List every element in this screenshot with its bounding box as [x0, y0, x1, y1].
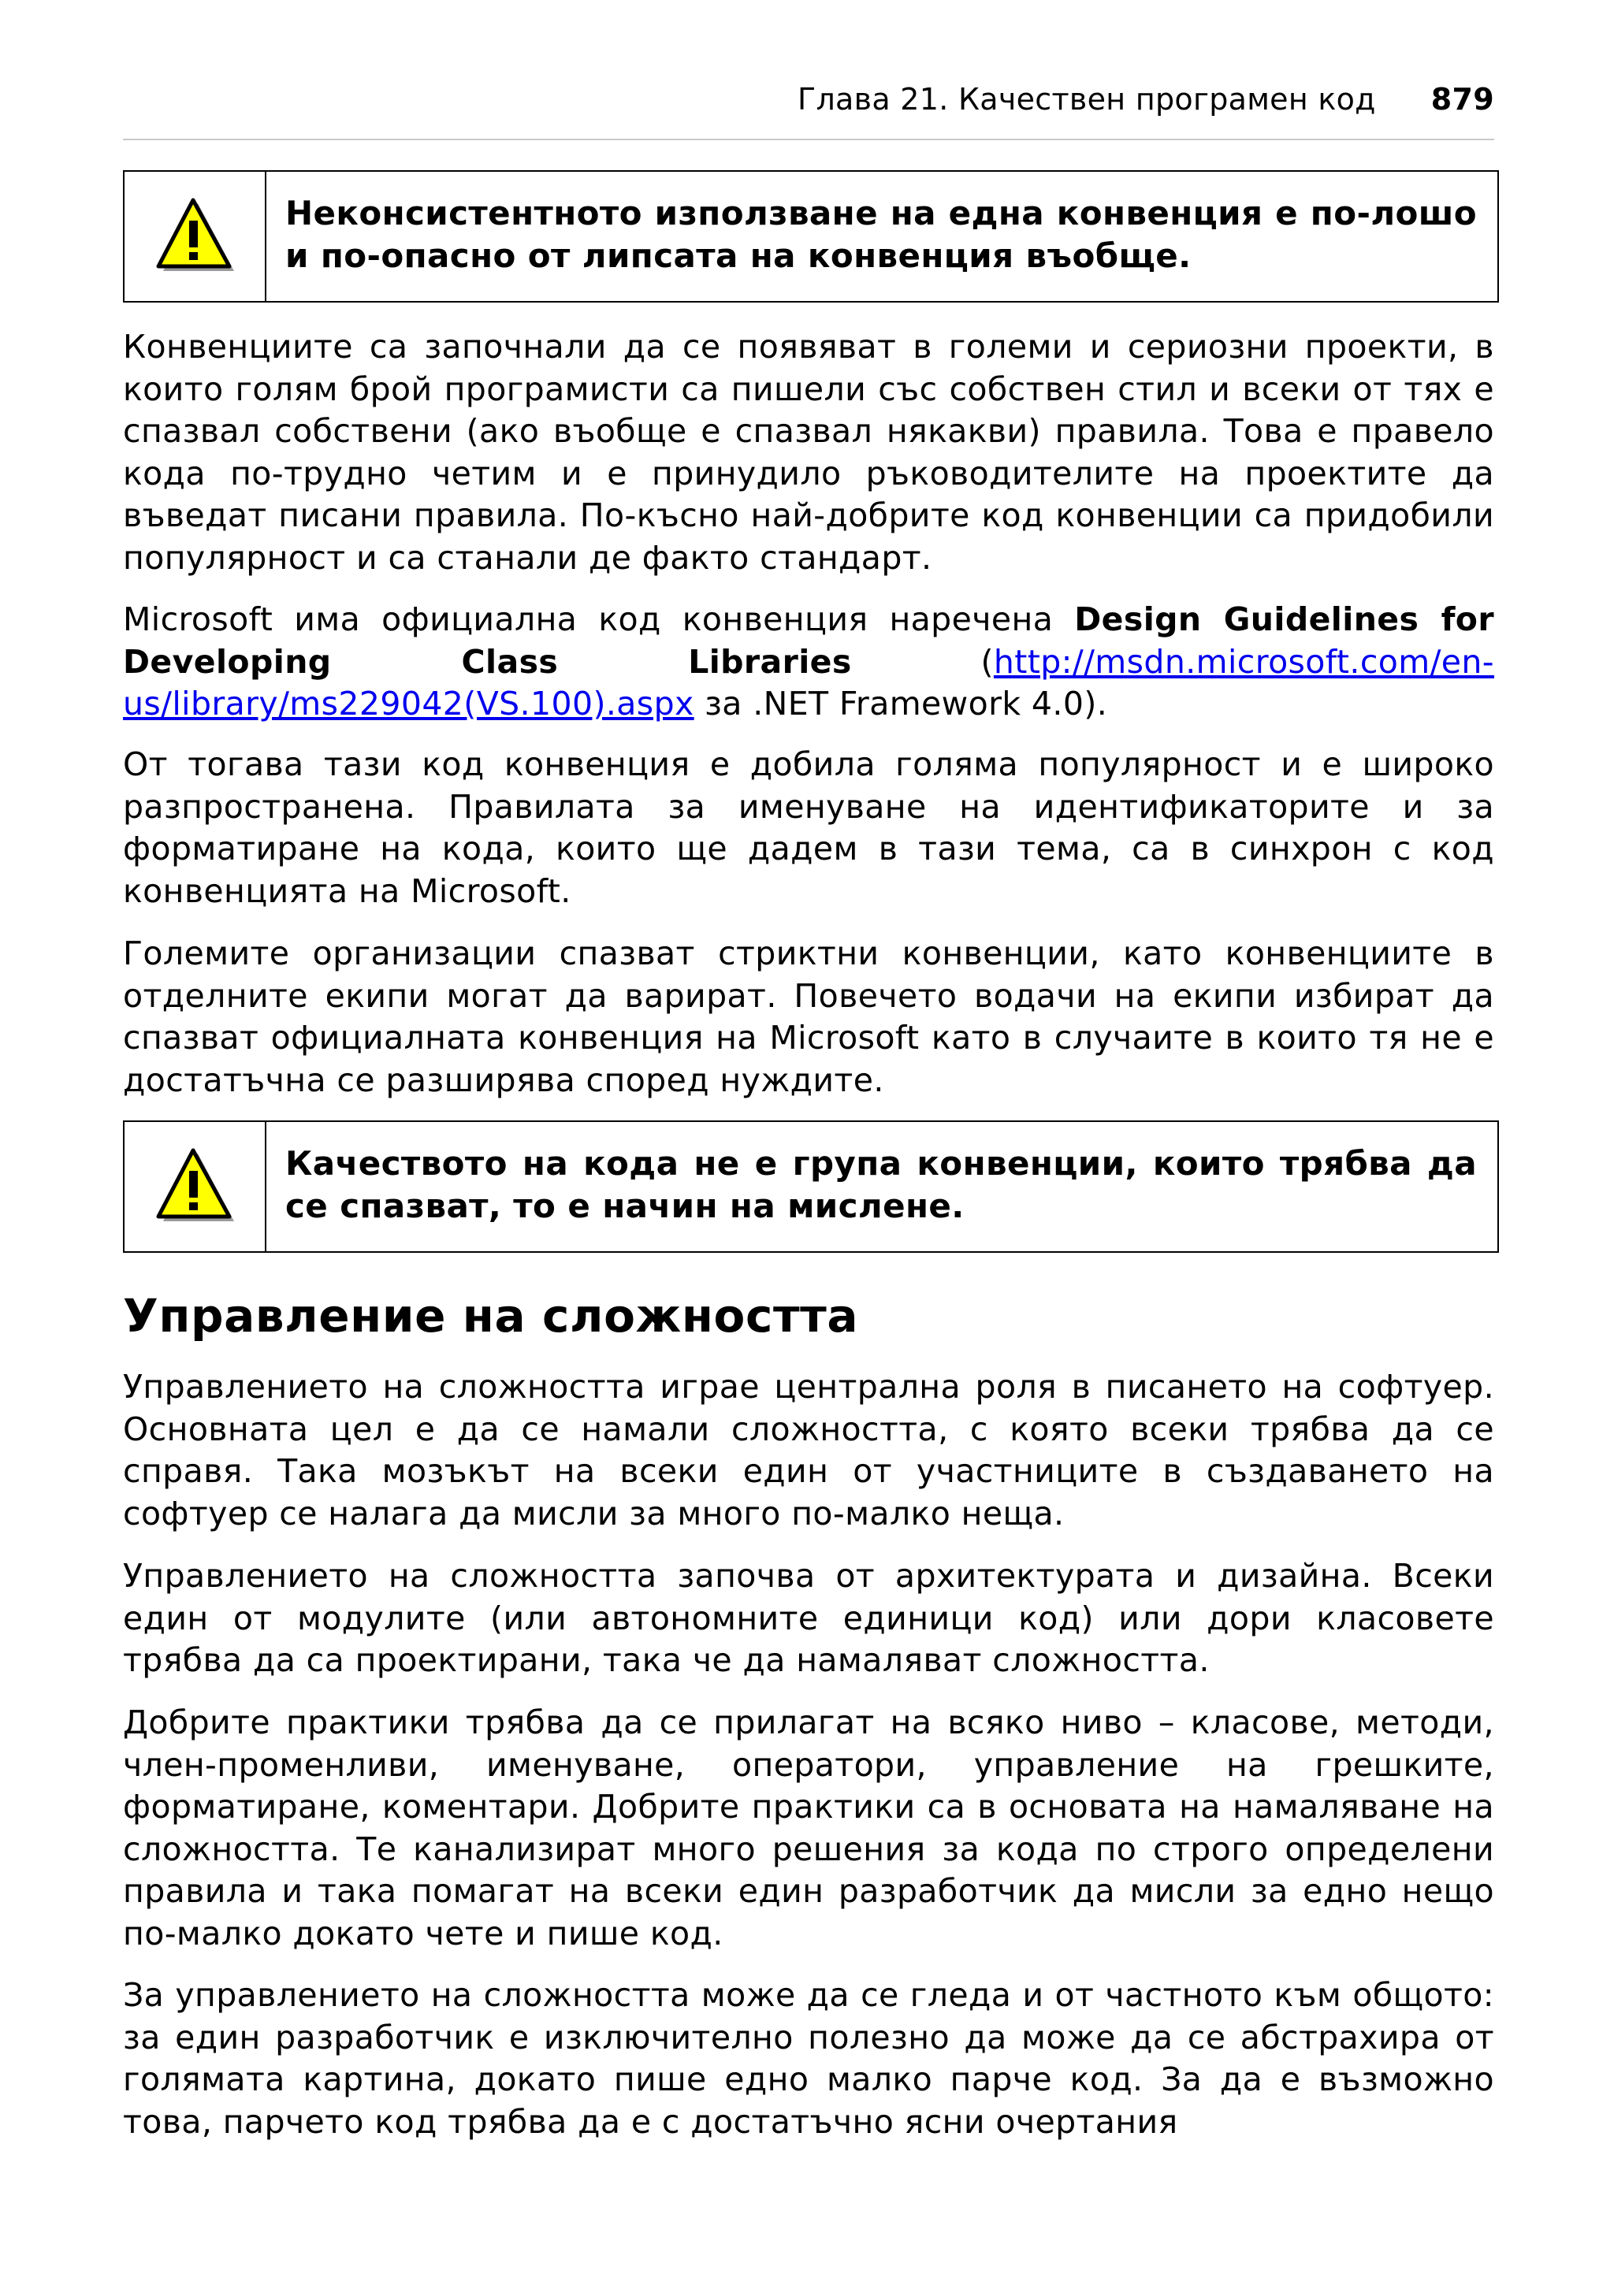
warning-box-1 — [123, 170, 1499, 303]
warning-triangle-icon — [152, 197, 237, 276]
warning-triangle-icon — [152, 1147, 237, 1226]
msdn-link[interactable]: http://msdn.microsoft.com/en-us/library/ms229042(VS.100).aspx — [123, 642, 1494, 723]
paragraph-good-practices: Добрите практики трябва да се прилагат на всяко ниво – класове, методи, член-променливи, именуване, оператори, управление на грешките, форматиране, коментари. Добрите практики са в основата на намаляване на сложността. Те канализират много решения за кода по строго определени правила и така помагат на всеки един разработчик да мисли за едно нещо по-малко докато чете и пише код. — [123, 1703, 1494, 1952]
page-header — [123, 82, 1494, 117]
paragraph-microsoft-convention — [123, 599, 1494, 726]
chapter-title: Глава 21. Качествен програмен код — [797, 82, 1376, 117]
warning-icon-cell — [125, 172, 266, 301]
paragraph-architecture: Управлението на сложността започва от архитектурата и дизайна. Всеки един от модулите (или автономните единици код) или дори класовете трябва да са проектирани, така че да намаляват сложността. — [123, 1557, 1494, 1679]
paragraph-conventions-origin: Конвенциите са започнали да се появяват в големи и сериозни проекти, в които голям брой програмисти са пишели със собствен стил и всеки от тях е спазвал собствени (ако въобще е спазвал някакви) правила. Това е правело кода по-трудно четим и е принудило ръководителите на проектите да въведат писани правила. По-късно най-добрите код конвенции са придобили популярност и са станали де факто стандарт. — [123, 328, 1494, 577]
paragraph-popularity: От тогава тази код конвенция е добила голяма популярност и е широко разпространена. Правилата за именуване на идентификаторите и за форматиране на кода, които ще дадем в тази тема, са в синхрон с код конвенцията на Microsoft. — [123, 745, 1494, 910]
page-number: 879 — [1430, 82, 1494, 117]
paragraph-text: Microsoft има официална код конвенция наречена — [123, 600, 1075, 638]
paragraph-organizations: Големите организации спазват стриктни конвенции, като конвенциите в отделните екипи могат да варират. Повечето водачи на екипи избират да спазват официалната конвенция на Microsoft като в случаите в които тя не е достатъчна се разширява според нуждите. — [123, 934, 1494, 1099]
warning-text: Качеството на кода не е група конвенции, които трябва да се спазват, то е начин на мислене. — [285, 1144, 1477, 1225]
paragraph-text: ( — [851, 642, 994, 681]
section-title: Управление на сложността — [123, 1289, 859, 1343]
warning-box-2 — [123, 1120, 1499, 1253]
paragraph-complexity-role: Управлението на сложността играе централна роля в писането на софтуер. Основната цел е да се намали сложността, с която всеки трябва да се справя. Така мозъкът на всеки един от участниците в създаването на софтуер се налага да мисли за много по-малко неща. — [123, 1368, 1494, 1533]
header-divider — [123, 139, 1494, 140]
warning-icon-cell — [125, 1122, 266, 1251]
warning-text: Неконсистентното използване на една конвенция е по-лошо и по-опасно от липсата на конвенция въобще. — [285, 194, 1477, 275]
paragraph-text: за .NET Framework 4.0). — [694, 685, 1108, 723]
guideline-title: Design Guidelines for Developing Class Libraries — [123, 600, 1494, 681]
paragraph-abstraction: За управлението на сложността може да се гледа и от частното към общото: за един разработчик е изключително полезно да може да се абстрахира от голямата картина, докато пише едно малко парче код. За да е възможно това, парчето код трябва да е с достатъчно ясни очертания — [123, 1976, 1494, 2141]
